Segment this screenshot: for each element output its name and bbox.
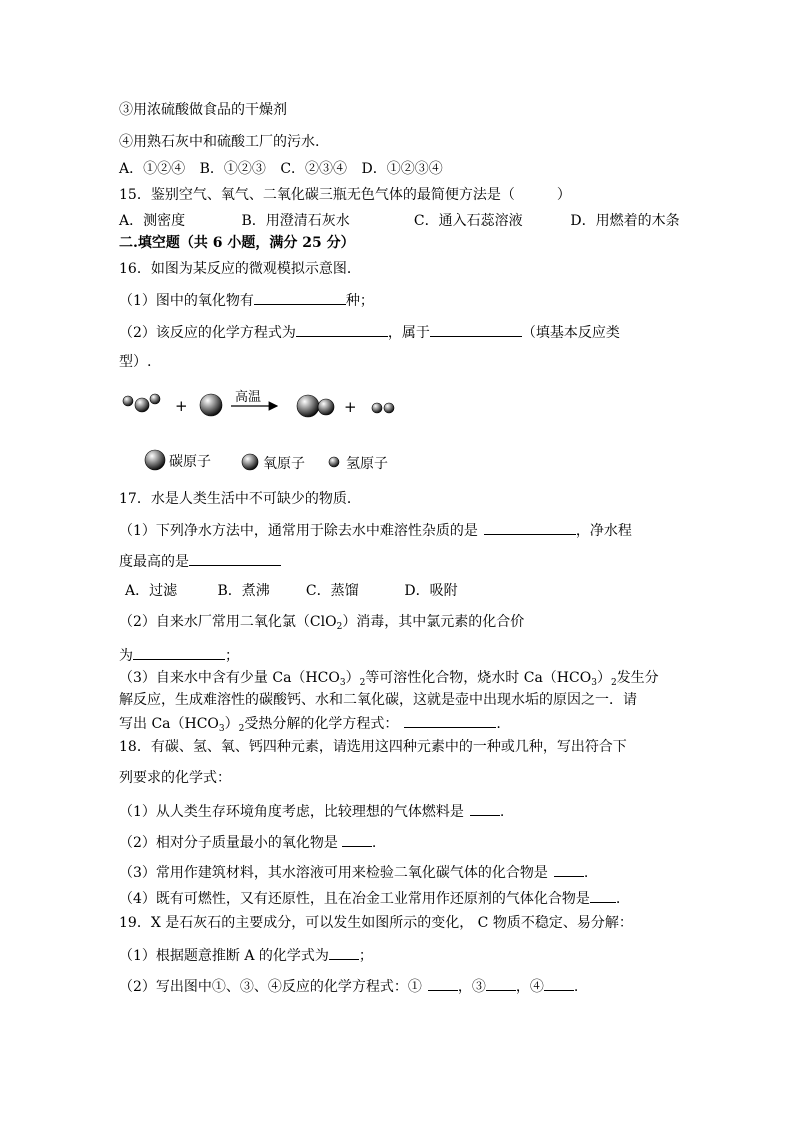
subscript: 3	[218, 724, 225, 734]
plus-sign-1: +	[175, 397, 188, 415]
q19-part2	[119, 976, 578, 996]
hydrogen-atom	[123, 396, 133, 406]
q18-answer-blank-2[interactable]	[342, 832, 372, 847]
reaction-diagram	[115, 380, 415, 480]
water-molecule	[123, 394, 160, 412]
q17-part1-tail: ，净水程	[575, 523, 632, 539]
q17-part3-line3-paren: ）	[224, 716, 239, 732]
q17-part2-text: （2）自来水厂常用二氧化氯（ClO	[119, 614, 337, 630]
q17-part3-line3-text: 写出 Ca（HCO	[119, 716, 219, 732]
period: .	[615, 891, 621, 907]
q17-part3-tail: 发生分	[616, 670, 659, 686]
q16-part1-text: （1）图中的氧化物有	[119, 293, 254, 309]
q17-answer-blank-1[interactable]	[484, 520, 576, 535]
q19-part2-mid: ，③	[457, 979, 486, 995]
q18-answer-blank-3[interactable]	[554, 862, 584, 877]
q18-answer-blank-4[interactable]	[590, 888, 616, 903]
q19-part2-end: .	[573, 979, 579, 995]
hydrogen-legend-icon	[329, 457, 339, 467]
q17-part3-paren: ）	[345, 670, 360, 686]
plus-sign-2: +	[344, 398, 357, 416]
q14-option-a: A．①②④	[119, 161, 186, 177]
q19-part2-mid-2: ，④	[515, 979, 544, 995]
hydrogen-atom	[372, 403, 382, 413]
period: .	[499, 804, 505, 820]
q14-item-4: ④用熟石灰中和硫酸工厂的污水.	[119, 134, 320, 150]
subscript: 2	[238, 724, 245, 734]
q14-item-3: ③用浓硫酸做食品的干燥剂	[119, 102, 287, 118]
q16-answer-blank-2[interactable]	[296, 322, 388, 337]
q17-options	[119, 582, 458, 600]
q16-part1-suffix: 种；	[345, 293, 374, 309]
reaction-condition: 高温	[235, 390, 262, 405]
q15-stem: 15．鉴别空气、氧气、二氧化碳三瓶无色气体的最简便方法是（ ）	[119, 187, 571, 203]
q16-stem: 16．如图为某反应的微观模拟示意图．	[119, 261, 361, 277]
q15-option-c: C．通入石蕊溶液	[413, 213, 523, 229]
q19-part1	[119, 945, 373, 965]
carbon-legend-icon	[145, 450, 165, 470]
q14-option-c: C．②③④	[280, 161, 348, 177]
q17-part1-text: （1）下列净水方法中，通常用于除去水中难溶性杂质的是	[119, 523, 478, 539]
q15-option-d: D．用燃着的木条	[570, 213, 680, 229]
hydrogen-molecule	[372, 403, 394, 413]
q17-part3-paren-2: ）	[596, 670, 611, 686]
period: .	[583, 865, 589, 881]
hydrogen-atom	[384, 403, 394, 413]
q14-option-d: D．①②③④	[361, 161, 443, 177]
q19-stem: 19．X 是石灰石的主要成分，可以发生如图所示的变化， C 物质不稳定、易分解：	[119, 915, 633, 931]
q17-part1-cont	[119, 551, 281, 571]
oxygen-atom	[135, 398, 149, 412]
q18-part2	[119, 832, 376, 852]
oxygen-legend-label: 氧原子	[263, 456, 305, 472]
q15-options	[119, 212, 680, 230]
q18-part3	[119, 862, 588, 882]
section-title: 二.填空题（共 6 小题，满分 25 分）	[119, 235, 355, 251]
q16-part2-mid: ，属于	[387, 325, 430, 341]
q17-part1	[119, 520, 632, 540]
q18-answer-blank-1[interactable]	[470, 801, 500, 816]
q17-part1-cont-text: 度最高的是	[119, 554, 189, 570]
q15-option-a: A．测密度	[119, 213, 186, 229]
q14-options	[119, 160, 443, 178]
oxygen-atom	[318, 399, 334, 415]
period: .	[371, 835, 377, 851]
q18-part4	[119, 888, 620, 908]
q19-answer-blank-3[interactable]	[486, 976, 516, 991]
q19-answer-blank-2[interactable]	[428, 976, 458, 991]
subscript: 3	[339, 678, 346, 688]
q17-part3-line3	[119, 713, 501, 738]
carbon-atom	[200, 394, 222, 416]
subscript: 2	[610, 678, 617, 688]
oxygen-legend-icon	[242, 454, 258, 470]
q17-part3-line1	[119, 669, 659, 692]
q16-answer-blank-3[interactable]	[430, 322, 522, 337]
q17-part3-line3-end: .	[496, 716, 501, 732]
q17-option-c: C．蒸馏	[305, 583, 359, 599]
hydrogen-atom	[150, 394, 160, 404]
subscript: 3	[591, 678, 597, 688]
q17-part2-end: ；	[225, 648, 239, 664]
q18-part1-text: （1）从人类生存环境角度考虑，比较理想的气体燃料是	[119, 804, 464, 820]
co-molecule	[297, 395, 334, 417]
q18-part3-text: （3）常用作建筑材料，其水溶液可用来检验二氧化碳气体的化合物是	[119, 865, 548, 881]
carbon-atom	[297, 395, 319, 417]
q17-part3-line2: 解反应，生成难溶性的碳酸钙、水和二氧化碳，这就是壶中出现水垢的原因之一．请	[119, 692, 637, 708]
q18-stem-line2: 列要求的化学式：	[119, 770, 231, 786]
q16-part2-tail: （填基本反应类	[521, 325, 620, 341]
q15-option-b: B．用澄清石灰水	[241, 213, 350, 229]
q17-part2-cont	[119, 645, 239, 665]
q17-part2	[119, 613, 524, 636]
q14-option-b: B．①②③	[199, 161, 266, 177]
subscript: 2	[359, 678, 366, 688]
q16-part2-text: （2）该反应的化学方程式为	[119, 325, 296, 341]
q16-answer-blank-1[interactable]	[254, 290, 346, 305]
q17-part3-mid: 等可溶性化合物，烧水时 Ca（HCO	[365, 670, 592, 686]
q17-answer-blank-4[interactable]	[404, 713, 496, 728]
q19-part2-text: （2）写出图中①、③、④反应的化学方程式：①	[119, 979, 422, 995]
q18-part2-text: （2）相对分子质量最小的氧化物是	[119, 835, 338, 851]
q16-part2	[119, 322, 620, 342]
q17-part2-cont-text: 为	[119, 648, 133, 664]
q17-option-b: B．煮沸	[217, 583, 270, 599]
q19-answer-blank-4[interactable]	[544, 976, 574, 991]
q17-option-d: D．吸附	[404, 583, 458, 599]
q17-answer-blank-2[interactable]	[189, 551, 281, 566]
q17-part2-tail: ）消毒，其中氯元素的化合价	[342, 614, 525, 630]
q16-part1	[119, 290, 374, 310]
q19-part1-text: （1）根据题意推断 A 的化学式为	[119, 948, 329, 964]
q16-part2-cont: 型）.	[119, 354, 152, 370]
q19-answer-blank-1[interactable]	[329, 945, 359, 960]
subscript: 2	[336, 622, 343, 632]
hydrogen-legend-label: 氢原子	[346, 456, 388, 472]
q17-part3-line3-mid: 受热分解的化学方程式：	[244, 716, 399, 732]
q17-stem: 17．水是人类生活中不可缺少的物质．	[119, 491, 361, 507]
carbon-legend-label: 碳原子	[169, 454, 211, 470]
q17-option-a: A．过滤	[125, 583, 178, 599]
q17-answer-blank-3[interactable]	[133, 645, 225, 660]
q18-part1	[119, 801, 504, 821]
q19-part1-end: ；	[358, 948, 373, 964]
q17-part3-text: （3）自来水中含有少量 Ca（HCO	[119, 670, 340, 686]
q18-part4-text: （4）既有可燃性，又有还原性，且在冶金工业常用作还原剂的气体化合物是	[119, 891, 590, 907]
q18-stem-line1: 18．有碳、氢、氧、钙四种元素，请选用这四种元素中的一种或几种，写出符合下	[119, 739, 627, 755]
atom-legend	[145, 450, 388, 472]
